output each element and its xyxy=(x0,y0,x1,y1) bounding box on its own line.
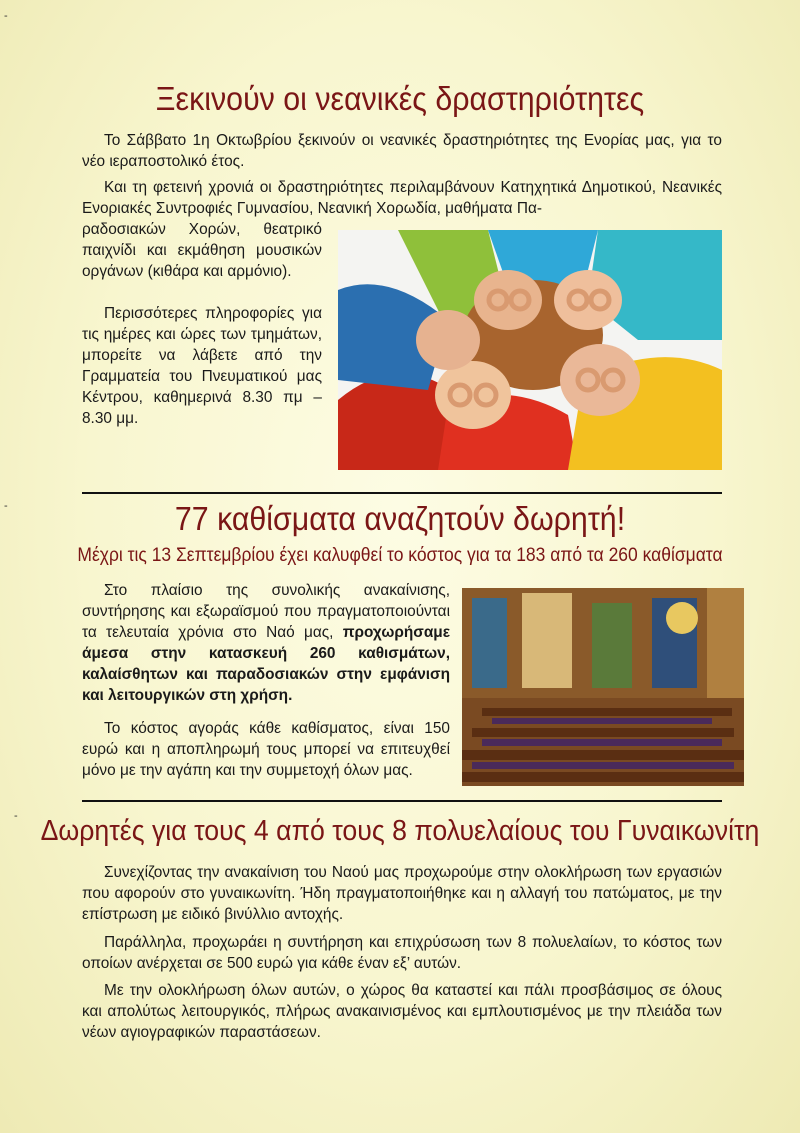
article1-paragraph-2-cont: ραδοσιακών Χορών, θεατρικό παιχνίδι και εκμάθηση μουσικών οργάνων (κιθάρα και αρμόνιο). xyxy=(82,221,322,280)
article3-paragraph-3: Με την ολοκλήρωση όλων αυτών, ο χώρος θα καταστεί και πάλι προσβάσιμος σε όλους και απολύτως λειτουργικός, πλήρως ανακαινισμένος και εμπλουτισμένος με την πλειάδα των νέων αγιογραφικών παραστάσεων. xyxy=(82,982,722,1041)
article2-paragraph-2: Το κόστος αγοράς κάθε καθίσματος, είναι 150 ευρώ και η αποπληρωμή τους μπορεί να επιτευχθεί μόνο με την αγάπη και την συμμετοχή όλων μας. xyxy=(82,720,450,779)
article3-paragraph-1: Συνεχίζοντας την ανακαίνιση του Ναού μας προχωρούμε στην ολοκλήρωση των εργασιών που αφορούν στο γυναικωνίτη. Ήδη πραγματοποιήθηκε και η αλλαγή του πατώματος, με την επίστρωση με ειδικό βινύλλιο αντοχής. xyxy=(82,864,723,923)
article1-paragraph-2: Και τη φετεινή χρονιά οι δραστηριότητες περιλαμβάνουν Κατηχητικά Δημοτικού, Νεανικές Ενοριακές Συντροφιές Γυμνασίου, Νεανική Χορωδία, μαθήματα Πα- xyxy=(82,179,722,217)
margin-mark: - xyxy=(14,810,18,822)
article2-paragraph-1: Στο πλαίσιο της συνολικής ανακαίνισης, συντήρησης και εξωραϊσμού που πραγματοποιούνται τα τελευταία χρόνια στο Ναό μας, προχωρήσαμε άμεσα στην κατασκευή 260 καθισμάτων, καλαίσθητων και παραδοσιακών στην εμφάνιση και λειτουργικών στη χρήση. xyxy=(82,582,451,704)
article1-paragraph-3: Περισσότερες πληροφορίες για τις ημέρες και ώρες των τμημάτων, μπορείτε να λάβετε από την Γραμματεία του Πνευματικού μας Κέντρου, καθημερινά 8.30 πμ – 8.30 μμ. xyxy=(82,305,322,427)
church-interior-photo xyxy=(462,588,744,786)
article1-paragraph-1: Το Σάββατο 1η Οκτωβρίου ξεκινούν οι νεανικές δραστηριότητες της Ενορίας μας, για το νέο ιεραποστολικό έτος. xyxy=(82,132,722,170)
margin-mark: - xyxy=(4,10,8,22)
section-divider xyxy=(82,492,722,494)
article-title-youth-activities: Ξεκινούν οι νεανικές δραστηριότητες xyxy=(155,80,645,117)
article3-paragraph-2: Παράλληλα, προχωράει η συντήρηση και επιχρύσωση των 8 πολυελαίων, το κόστος των οποίων ανέρχεται σε 500 ευρώ για κάθε έναν εξ’ αυτών. xyxy=(82,934,723,972)
article-title-seats: 77 καθίσματα αναζητούν δωρητή! xyxy=(174,500,626,537)
article-subtitle-seats: Μέχρι τις 13 Σεπτεμβρίου έχει καλυφθεί το κόστος για τα 183 από τα 260 καθίσματα xyxy=(77,545,723,566)
children-photo xyxy=(338,230,722,470)
section-divider xyxy=(82,800,722,802)
article-title-chandeliers: Δωρητές για τους 4 από τους 8 πολυελαίους του Γυναικωνίτη xyxy=(40,815,760,847)
margin-mark: - xyxy=(4,500,8,512)
